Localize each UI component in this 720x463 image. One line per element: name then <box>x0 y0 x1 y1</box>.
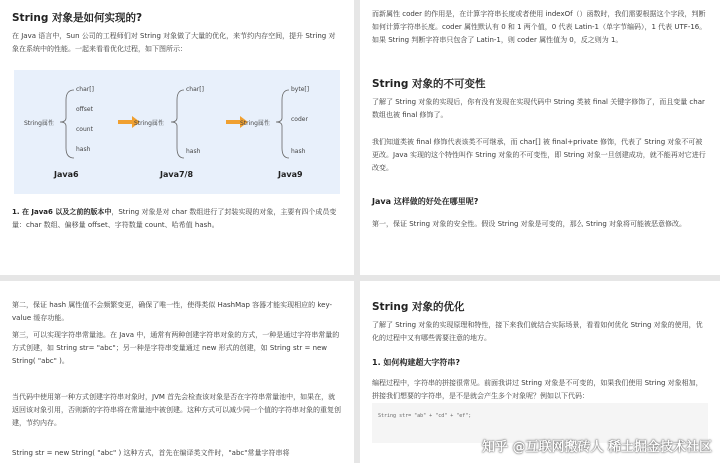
section-title-optimization: String 对象的优化 <box>372 301 465 313</box>
optimization-intro-paragraph: 了解了 String 对象的实现原理和特性，接下来我们就结合实际场景，看看如何优化 String 对象的使用，优化的过程中又有哪些需要注意的地方。 <box>372 321 703 342</box>
page-title: String 对象是如何实现的? <box>12 12 143 24</box>
java9-field: byte[] <box>291 86 310 93</box>
point-1-text: ，String 对象是对 char 数组进行了封装实现的对象，主要有四个成员变量：char 数组、偏移量 offset、字符数量 count、哈希值 hash。 <box>12 208 337 229</box>
java9-field: coder <box>291 116 308 123</box>
java9-brace <box>276 90 289 158</box>
watermark: 知乎 @互联网搬砖人 稀土掘金技术社区 <box>481 440 712 455</box>
concat-paragraph: 编程过程中，字符串的拼接很常见。前面我讲过 String 对象是不可变的，如果我们使用 String 对象相加，拼接我们想要的字符串，是不是就会产生多个对象呢？例如以下代码： <box>372 379 703 400</box>
second-benefit-paragraph: 第二，保证 hash 属性值不会频繁变更，确保了唯一性，使得类似 HashMap 容器才能实现相应的 key-value 缓存功能。 <box>12 301 332 322</box>
point-1-paragraph <box>12 206 342 231</box>
large-string-subtitle: 1. 如何构建超大字符串? <box>372 358 461 367</box>
java6-field: hash <box>76 146 91 153</box>
immutable-paragraph: 我们知道类被 final 修饰代表该类不可继承，而 char[] 被 final+private 修饰，代表了 String 对象不可被更改。Java 实现的这个特性叫作 String 对象的不可变性，即 String 对象一旦创建成功，就不能再对它进行改变。 <box>372 138 706 172</box>
document-page-1 <box>0 0 354 275</box>
coder-paragraph: 而新属性 coder 的作用是，在计算字符串长度或者使用 indexOf（）函数时，我们需要根据这个字段，判断如何计算字符串长度。coder 属性默认有 0 和 1 两个值，0 代表 Latin-1（单字节编码），1 代表 UTF-16。如果 String 判断字符串只包含了 Latin-1，则 coder 属性值为 0，反之则为 1。 <box>372 10 707 44</box>
string-evolution-diagram <box>14 70 340 194</box>
third-benefit-paragraph: 第三，可以实现字符串常量池。在 Java 中，通常有两种创建字符串对象的方式，一种是通过字符串常量的方式创建，如 String str= "abc"；另一种是字符串变量通过 new 形式的创建，如 String str = new String( "abc" )。 <box>12 331 340 365</box>
document-page-4 <box>360 281 720 463</box>
intro-paragraph: 在 Java 语言中，Sun 公司的工程师们对 String 对象做了大量的优化，来节约内存空间，提升 String 对象在系统中的性能。一起来看看优化过程，如下图所示： <box>12 32 336 53</box>
point-1-heading: 1. 在 Java6 以及之前的版本中 <box>12 208 112 216</box>
java78-type-label: String属性 <box>134 120 164 127</box>
benefit-subtitle: Java 这样做的好处在哪里呢? <box>372 197 479 206</box>
section-title-immutability: String 对象的不可变性 <box>372 78 486 90</box>
document-page-3 <box>0 281 354 463</box>
java78-caption: Java7/8 <box>160 170 194 179</box>
java9-caption: Java9 <box>278 170 303 179</box>
java6-field: offset <box>76 106 93 113</box>
string-pool-paragraph: 当代码中使用第一种方式创建字符串对象时，JVM 首先会检查该对象是否在字符串常量池中，如果在，就返回该对象引用，否则新的字符串将在常量池中被创建。这种方式可以减少同一个值的字符串对象的重复创建，节约内存。 <box>12 393 341 427</box>
java6-field: count <box>76 126 93 133</box>
java6-field: char[] <box>76 86 94 93</box>
java9-type-label: String属性 <box>240 120 270 127</box>
final-paragraph: 了解了 String 对象的实现后，你有没有发现在实现代码中 String 类被 final 关键字修饰了，而且变量 char 数组也被 final 修饰了。 <box>372 98 705 119</box>
new-string-paragraph: String str = new String( "abc" ) 这种方式，首先在编译类文件时，"abc"常量字符串将 <box>12 449 290 457</box>
java78-brace <box>171 90 184 158</box>
java78-field: hash <box>186 148 201 155</box>
java6-caption: Java6 <box>54 170 79 179</box>
document-page-2 <box>360 0 720 275</box>
java6-type-label: String属性 <box>24 120 54 127</box>
java9-field: hash <box>291 148 306 155</box>
first-benefit-paragraph: 第一，保证 String 对象的安全性。假设 String 对象是可变的，那么 String 对象将可能被恶意修改。 <box>372 220 687 228</box>
java78-field: char[] <box>186 86 204 93</box>
code-block: String str= "ab" + "cd" + "ef"; <box>372 403 708 443</box>
java6-brace <box>60 90 74 158</box>
